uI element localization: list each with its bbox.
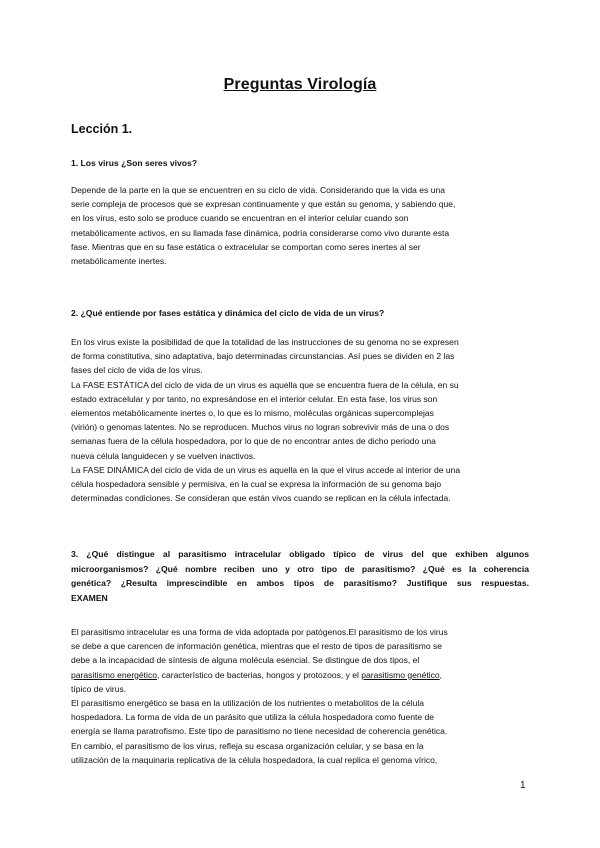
question-3-line: 3. ¿Qué distingue al parasitismo intracelular obligado típico de virus del que exhiben algunos xyxy=(71,549,529,559)
answer-2-line: nueva célula languidecen y se vuelven inactivos. xyxy=(71,450,256,461)
answer-2-line: de forma constitutiva, sino adaptativa, bajo determinadas circunstancias. Así pues se dividen en 2 las xyxy=(71,351,455,362)
answer-2-line: fases del ciclo de vida de los virus. xyxy=(71,365,203,376)
answer-3-line: El parasitismo intracelular es una forma de vida adoptada por patógenos.El parasitismo de los virus xyxy=(71,627,448,637)
answer-3-line: energía se llama paratrofismo. Este tipo de parasitismo no tiene necesidad de coherencia genética. xyxy=(71,726,448,737)
question-1: 1. Los virus ¿Son seres vivos? xyxy=(71,158,198,168)
answer-2-line: estado extracelular y por tanto, no expresándose en el interior celular. En esta fase, los virus son xyxy=(71,393,438,404)
answer-2-line: La FASE ESTÁTICA del ciclo de vida de un virus es aquella que se encuentra fuera de la célula, en su xyxy=(71,379,459,390)
answer-3-line: se debe a que carencen de información genética, mientras que el resto de tipos de parasitismo se xyxy=(71,641,443,652)
page-number: 1 xyxy=(520,780,526,791)
document-title: Preguntas Virología xyxy=(223,76,377,93)
question-3-line: EXAMEN xyxy=(71,592,108,603)
answer-2-line: La FASE DINÁMICA del ciclo de vida de un virus es aquella en la que el virus accede al interior de una xyxy=(71,464,461,475)
answer-1-line: en los virus, esto solo se produce cuando se encuentran en el interior celular cuando son xyxy=(71,213,409,224)
answer-1-line: metabólicamente activos, en su llamada fase dinámica, podría considerarse como vivo durante esta xyxy=(71,227,450,238)
answer-1-line: fase. Mientras que en su fase estática o extracelular se comportan como seres inertes al ser xyxy=(71,241,421,252)
answer-2-line: En los virus existe la posibilidad de que la totalidad de las instrucciones de su genoma no se expresen xyxy=(71,337,459,347)
underlined-term: parasitismo genético xyxy=(361,669,440,680)
question-3-line: microorganismos? ¿Qué nombre reciben uno y otro tipo de parasitismo? ¿Qué es la coherencia xyxy=(71,563,529,574)
answer-3-line: utilización de la maquinaria replicativa de la célula hospedadora, la cual replica el genoma vírico, xyxy=(71,754,438,765)
answer-1 xyxy=(71,183,529,268)
answer-3-line: En cambio, el parasitismo de los virus, refleja su escasa organización celular, y se basa en la xyxy=(71,740,424,751)
answer-2-line: elementos metabólicamente inertes o, lo que es lo mismo, moléculas orgánicas supercomplejas xyxy=(71,408,434,419)
answer-3-line: debe a la incapacidad de síntesis de alguna molécula esencial. Se distingue de dos tipos, el xyxy=(71,655,420,666)
underlined-term: parasitismo energético xyxy=(71,669,157,680)
answer-3-line: hospedadora. La forma de vida de un parásito que utiliza la célula hospedadora como fuente de xyxy=(71,712,435,723)
answer-2 xyxy=(71,335,529,505)
lesson-heading: Lección 1. xyxy=(71,122,133,136)
answer-1-line: Depende de la parte en la que se encuentren en su ciclo de vida. Considerando que la vida es una xyxy=(71,185,445,195)
answer-3-text: , característico de bacterias, hongos y protozoos, y el xyxy=(157,669,362,680)
answer-2-line: (virión) o genomas latentes. No se reproducen. Muchos virus no logran sobrevivir más de una o dos xyxy=(71,422,450,433)
answer-3-line-underlined xyxy=(71,668,529,682)
question-3 xyxy=(71,547,529,605)
question-2: 2. ¿Qué entiende por fases estática y dinámica del ciclo de vida de un virus? xyxy=(71,308,385,318)
answer-3-line: El parasitismo energético se basa en la utilización de los nutrientes o metabolitos de la célula xyxy=(71,698,424,709)
answer-2-line: determinadas condiciones. Se consideran que están vivos cuando se replican en la célula infectada. xyxy=(71,493,451,504)
answer-3-line: típico de virus. xyxy=(71,683,127,694)
answer-3-text: , xyxy=(439,669,443,680)
answer-1-line: serie compleja de procesos que se expresan continuamente y que están su genoma, y sabiendo que, xyxy=(71,199,456,210)
question-3-line: genética? ¿Resulta imprescindible en ambos tipos de parasitismo? Justifique sus respuestas. xyxy=(71,578,529,588)
answer-3 xyxy=(71,625,529,767)
answer-1-line: metabólicamente inertes. xyxy=(71,256,167,267)
answer-2-line: célula hospedadora sensible y permisiva, en la cual se expresa la información de su genoma bajo xyxy=(71,479,442,490)
answer-2-line: semanas fuera de la célula hospedadora, por lo que de no encontrar antes de dicho periodo una xyxy=(71,436,436,447)
